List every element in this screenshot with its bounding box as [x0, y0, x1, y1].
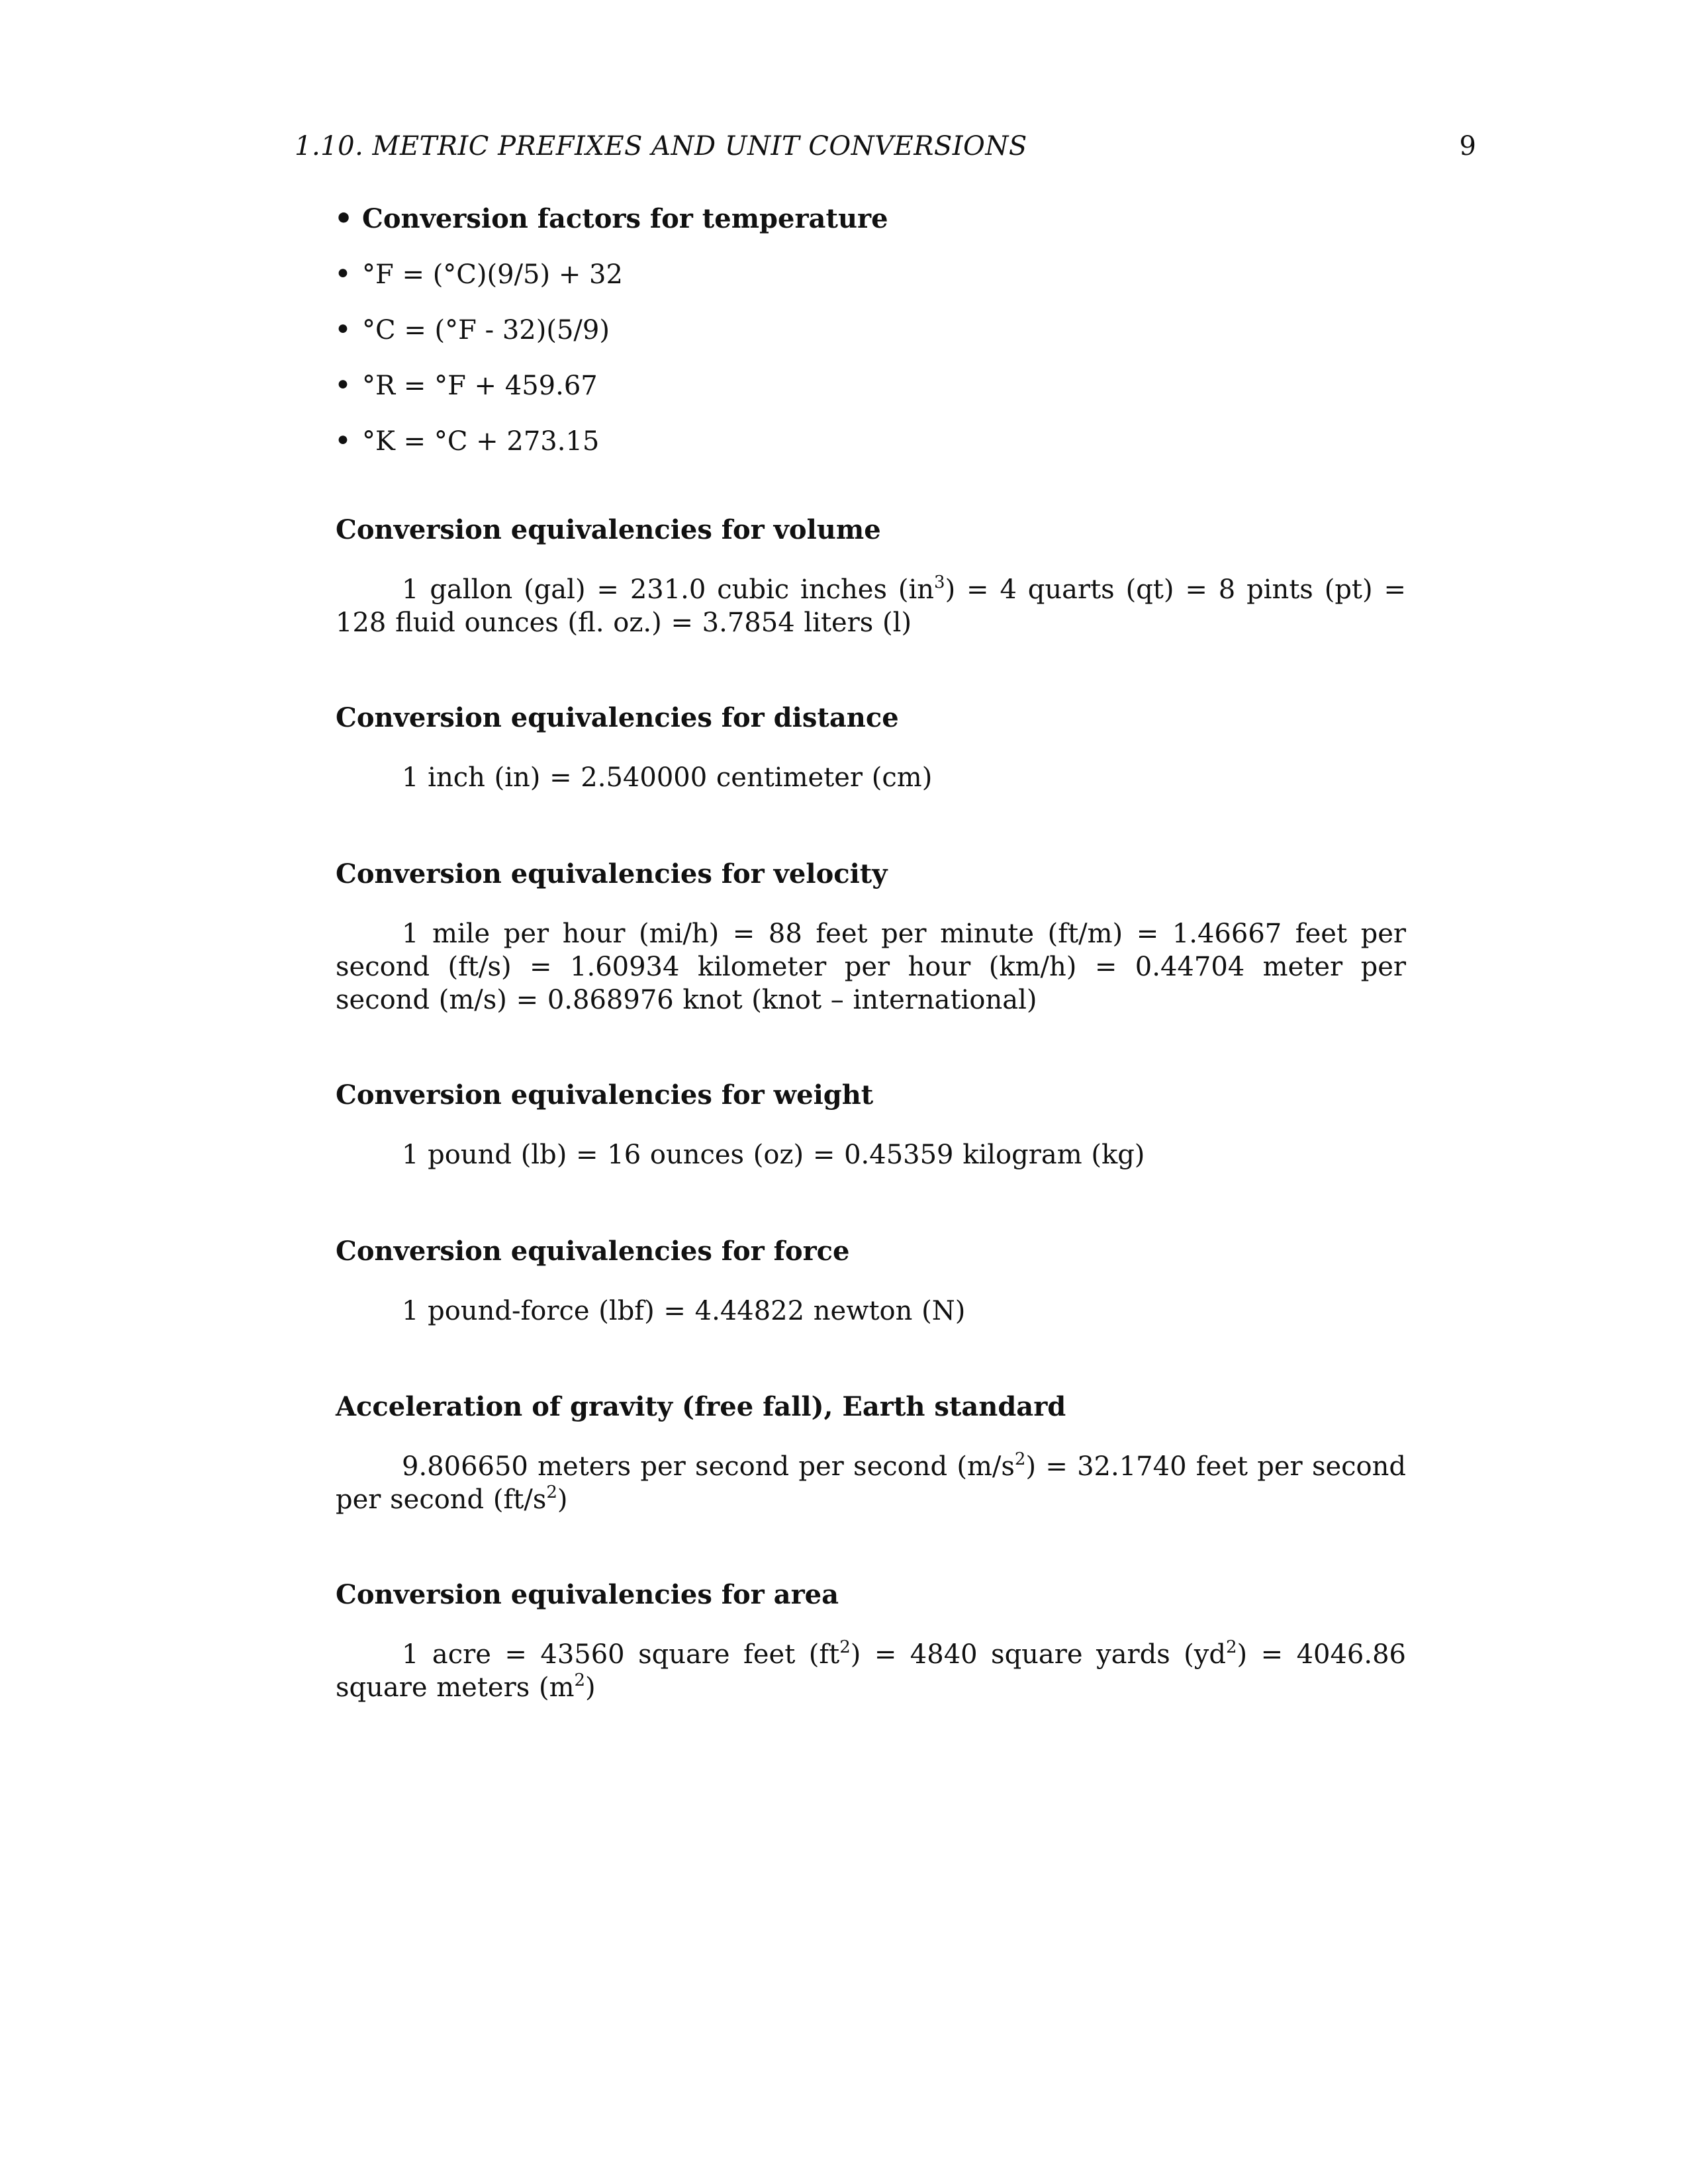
area-heading: Conversion equivalencies for area — [336, 1579, 839, 1610]
velocity-heading: Conversion equivalencies for velocity — [336, 858, 888, 889]
velocity-text: 1 mile per hour (mi/h) = 88 feet per minute (ft/m) = 1.46667 feet per second (ft/s) = 1.60934 kilometer per hour (km/h) = 0.44704 meter per second (m/s) = 0.868976 knot (knot – international) — [336, 919, 1406, 1015]
gravity-section — [336, 1390, 1406, 1516]
kelvin-formula: • °K = °C + 273.15 — [334, 425, 888, 458]
volume-text: 1 gallon (gal) = 231.0 cubic inches $(in^3) = 4$ quarts (qt) = 8 pints (pt) = 128 fluid ounces (fl. oz.) = 3.7854 liters (l) — [336, 572, 1406, 638]
force-heading: Conversion equivalencies for force — [336, 1236, 850, 1267]
chapter-title: 1.10. METRIC PREFIXES AND UNIT CONVERSIONS — [295, 131, 1027, 161]
weight-section — [336, 1079, 1406, 1171]
distance-heading: Conversion equivalencies for distance — [336, 702, 899, 733]
velocity-section — [336, 858, 1406, 1017]
temperature-list — [334, 203, 888, 480]
weight-heading: Conversion equivalencies for weight — [336, 1079, 874, 1111]
fahrenheit-formula: • °F = (°C)(9/5) + 32 — [334, 258, 888, 291]
weight-text: 1 pound (lb) = 16 ounces (oz) = 0.45359 kilogram (kg) — [402, 1140, 1145, 1170]
page-number: 9 — [1459, 131, 1476, 161]
area-text: 1 acre = 43560 square feet $(ft^2) = 4840$ square yards $(yd^2) = 4046.86$ square meters $(m^2)$ — [336, 1637, 1406, 1703]
area-section — [336, 1578, 1406, 1704]
distance-section — [336, 702, 1406, 794]
volume-heading: Conversion equivalencies for volume — [336, 514, 881, 545]
gravity-text: 9.806650 meters per second per second $(m/s^2) = 32.1740$ feet per second per second $(ft/s^2)$ — [336, 1449, 1406, 1515]
force-section — [336, 1235, 1406, 1328]
force-text: 1 pound-force (lbf) = 4.44822 newton (N) — [402, 1296, 966, 1326]
rankine-formula: • °R = °F + 459.67 — [334, 369, 888, 402]
gravity-heading: Acceleration of gravity (free fall), Earth standard — [336, 1391, 1066, 1422]
running-header — [295, 130, 1476, 163]
volume-section — [336, 514, 1406, 639]
celsius-formula: • °C = (°F - 32)(5/9) — [334, 314, 888, 347]
distance-text: 1 inch (in) = 2.540000 centimeter (cm) — [402, 762, 933, 793]
temperature-heading: • Conversion factors for temperature — [334, 203, 888, 236]
